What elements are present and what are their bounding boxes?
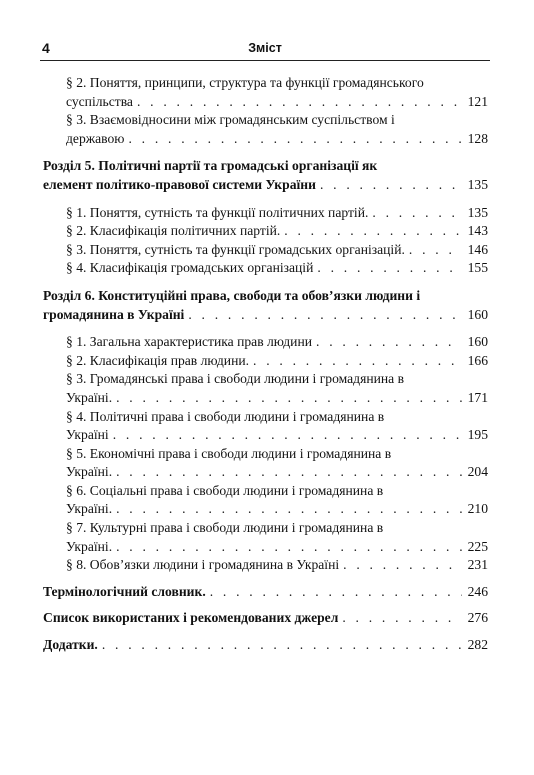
toc-entry-title-line: Додатки. [43,637,98,653]
toc-entry [43,519,488,556]
toc-entry-title-line: державою [66,130,125,146]
dot-leader [253,352,462,371]
toc-page-number: 135 [467,176,488,192]
toc-page-number: 225 [467,538,488,554]
toc-entry-title-line: Розділ 5. Політичні партії та громадські організації як [43,158,378,174]
dot-leader [188,306,461,325]
toc-entry [43,111,488,148]
toc-page-number: 160 [467,306,488,322]
toc-entry-title-line: елемент політико-правової системи України [43,176,316,192]
toc-entry [43,556,488,575]
dot-leader [137,93,462,112]
toc-page-number: 160 [467,334,488,350]
toc-entry-title-line: § 4. Політичні права і свободи людини і громадянина в [66,408,385,424]
dot-leader [284,222,461,241]
toc-section-entry [43,609,488,628]
dot-leader [320,176,462,195]
toc-entry [43,241,488,260]
toc-entry-title-line: § 1. Загальна характеристика прав людини [66,334,312,350]
toc-entry [43,222,488,241]
toc-entry-title-line: § 8. Обов’язки людини і громадянина в Україні [66,557,340,573]
toc-page-number: 204 [467,464,488,480]
dot-leader [409,241,462,260]
toc-page-number: 166 [467,352,488,368]
dot-leader [372,204,461,223]
dot-leader [316,333,462,352]
dot-leader [102,636,462,655]
dot-leader [116,500,462,519]
toc-entry [43,74,488,111]
toc-entry-title-line: § 2. Поняття, принципи, структура та функції громадянського [66,75,424,90]
dot-leader [210,583,462,602]
toc-entry [43,259,488,278]
toc-entry-title-line: Україні [66,427,109,443]
toc-entry [43,408,488,445]
toc-section-entry [43,287,488,324]
toc-section-entry [43,157,488,194]
dot-leader [113,426,462,445]
page-number: 4 [42,40,50,56]
toc-page-number: 146 [467,241,488,257]
toc-entry-title-line: § 7. Культурні права і свободи людини і громадянина в [66,520,384,536]
toc-page-number: 195 [467,427,488,443]
toc-section-entry [43,636,488,655]
toc-entry [43,204,488,223]
toc-page-number: 155 [467,260,488,276]
toc-entry-title-line: § 5. Економічні права і свободи людини і громадянина в [66,445,392,461]
header-rule [40,60,490,61]
toc-entry [43,445,488,482]
dot-leader [116,389,462,408]
toc-entry [43,482,488,519]
toc-page-number: 276 [467,610,488,626]
toc-page-number: 143 [467,223,488,239]
toc-entry [43,370,488,407]
toc-page-number: 135 [467,204,488,220]
toc-entry-title-line: Україні. [66,464,113,480]
toc-entry-title-line: § 2. Класифікація політичних партій. [66,223,281,239]
dot-leader [342,609,461,628]
toc-entry-title-line: Україні. [66,389,113,405]
toc-entry-title-line: громадянина в Україні [43,306,185,322]
toc-page-number: 171 [467,389,488,405]
dot-leader [116,463,462,482]
toc-section-entry [43,583,488,602]
page-header [40,38,490,62]
toc-entry-title-line: суспільства [66,93,133,109]
dot-leader [116,538,462,557]
toc-page-number: 246 [467,583,488,599]
toc-entry-title-line: Список використаних і рекомендованих джерел [43,610,339,626]
toc-entry-title-line: § 6. Соціальні права і свободи людини і громадянина в [66,482,384,498]
toc-page-number: 282 [467,637,488,653]
table-of-contents [43,74,488,655]
toc-entry [43,352,488,371]
dot-leader [343,556,461,575]
toc-entry-title-line: § 1. Поняття, сутність та функції політичних партій. [66,204,369,220]
running-title: Зміст [248,41,282,55]
toc-page-number: 128 [467,130,488,146]
toc-entry [43,333,488,352]
toc-entry-title-line: § 3. Взаємовідносини між громадянським суспільством і [66,112,395,128]
toc-entry-title-line: § 3. Громадянські права і свободи людини і громадянина в [66,371,405,387]
toc-entry-title-line: Україні. [66,538,113,554]
toc-entry-title-line: Україні. [66,501,113,517]
toc-entry-title-line: § 4. Класифікація громадських організацій [66,260,314,276]
toc-entry-title-line: Термінологічний словник. [43,583,206,599]
toc-entry-title-line: § 3. Поняття, сутність та функції громадських організацій. [66,241,405,257]
toc-entry-title-line: § 2. Класифікація прав людини. [66,352,250,368]
toc-entry-title-line: Розділ 6. Конституційні права, свободи та обов’язки людини і [43,287,421,303]
dot-leader [317,259,461,278]
toc-page-number: 210 [467,501,488,517]
toc-page-number: 121 [467,93,488,109]
toc-page-number: 231 [467,557,488,573]
dot-leader [128,130,461,149]
